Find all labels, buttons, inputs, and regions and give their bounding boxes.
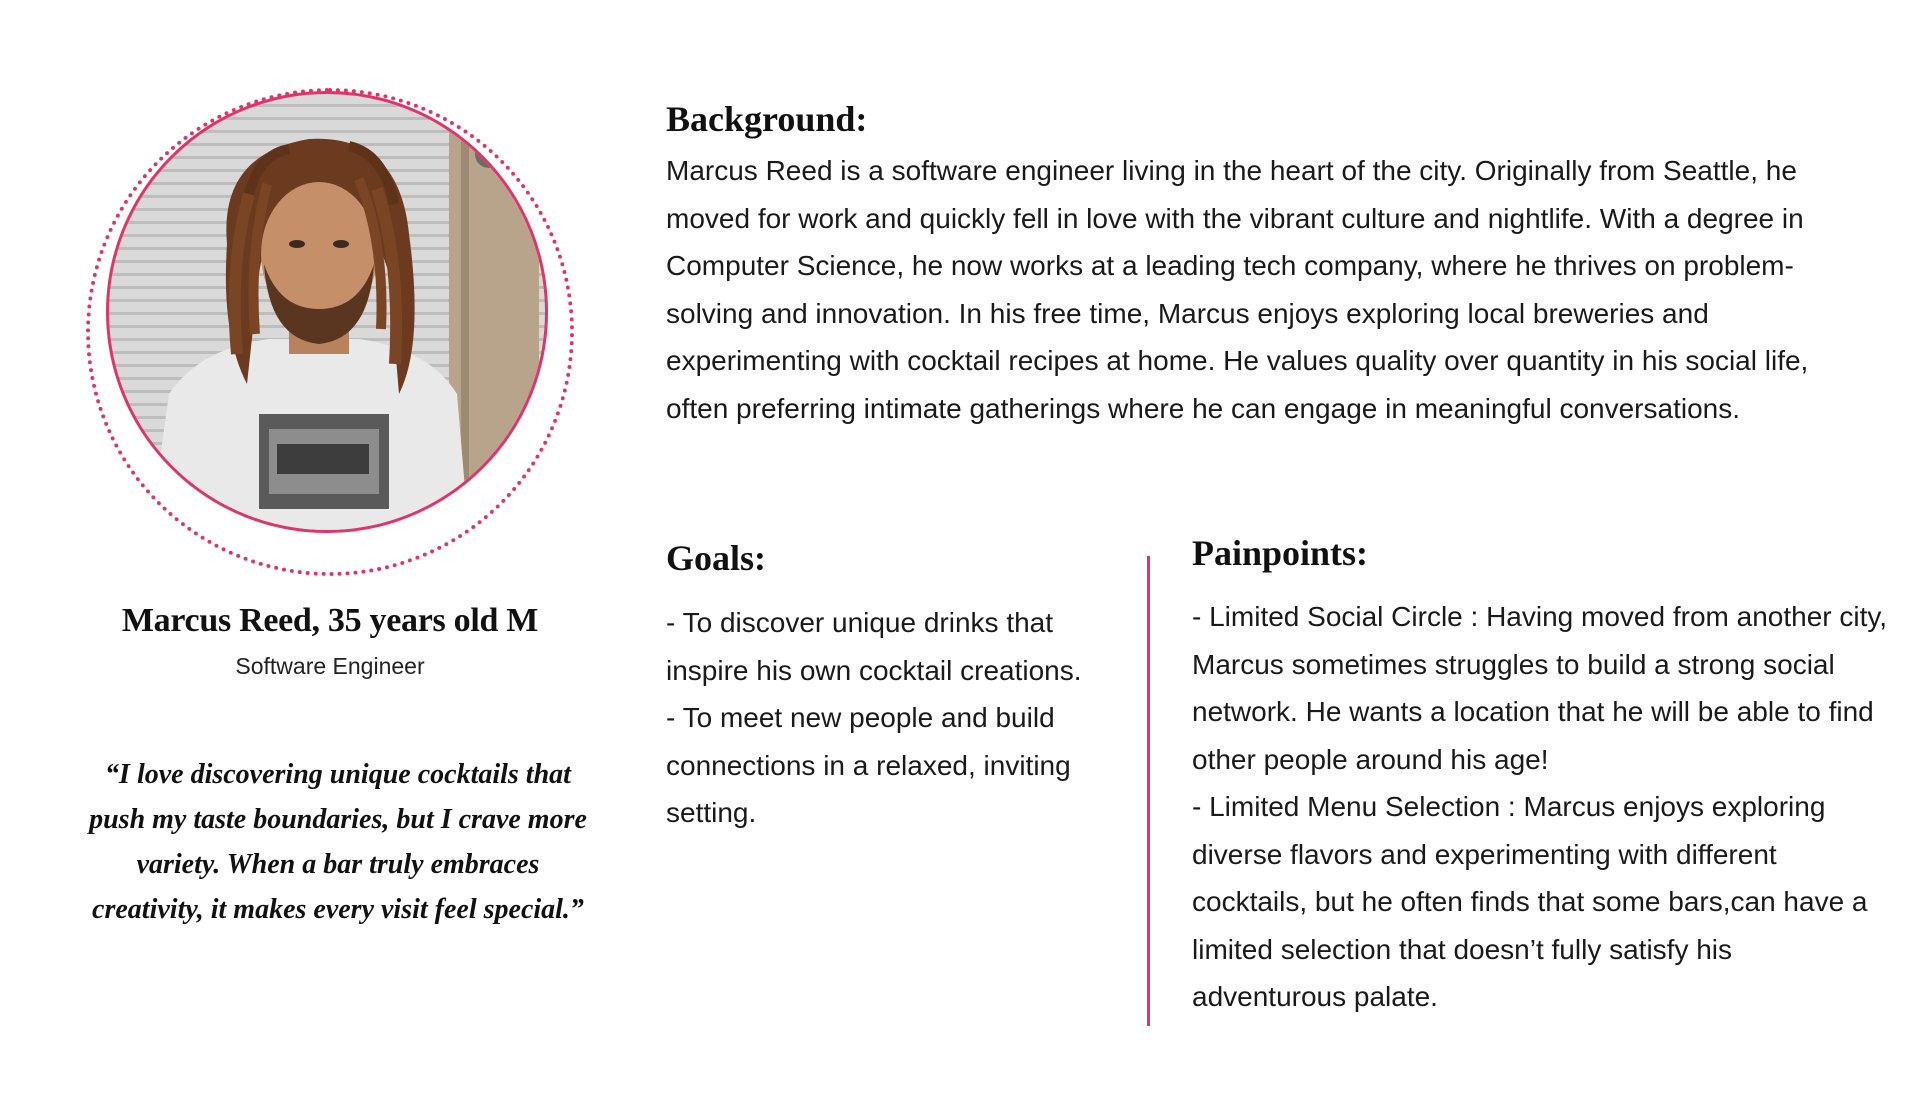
persona-name: Marcus Reed, 35 years old M — [121, 602, 539, 639]
goals-heading: Goals: — [666, 538, 767, 578]
profile-photo — [106, 91, 548, 533]
painpoints-list — [1192, 593, 1892, 1021]
persona-photo-icon — [109, 94, 548, 533]
section-divider — [1147, 556, 1150, 1026]
painpoint-item: - Limited Social Circle : Having moved from another city, Marcus sometimes struggles to build a strong social network. He wants a location that he will be able to find other people around his age! — [1192, 601, 1888, 775]
goal-item: - To meet new people and build connections in a relaxed, inviting setting. — [666, 702, 1071, 828]
background-heading: Background: — [666, 99, 868, 139]
persona-role: Software Engineer — [235, 653, 425, 679]
painpoints-heading: Painpoints: — [1192, 533, 1369, 573]
painpoint-item: - Limited Menu Selection : Marcus enjoys exploring diverse flavors and experimenting with different cocktails, but he often finds that some bars,can have a limited selection that doesn’t fully satisfy his adventurous palate. — [1192, 791, 1868, 1012]
persona-quote: “I love discovering unique cocktails that push my taste boundaries, but I crave more variety. When a bar truly embraces creativity, it makes every visit feel special.” — [89, 759, 587, 925]
background-text: Marcus Reed is a software engineer living in the heart of the city. Originally from Seattle, he moved for work and quickly fell in love with the vibrant culture and nightlife. With a degree in Computer Science, he now works at a leading tech company, where he thrives on problem-solving and innovation. In his free time, Marcus enjoys exploring local breweries and experimenting with cocktail recipes at home. He values quality over quantity in his social life, often preferring intimate gatherings where he can engage in meaningful conversations. — [666, 155, 1809, 424]
goals-list — [666, 599, 1136, 837]
goal-item: - To discover unique drinks that inspire his own cocktail creations. — [666, 607, 1082, 686]
